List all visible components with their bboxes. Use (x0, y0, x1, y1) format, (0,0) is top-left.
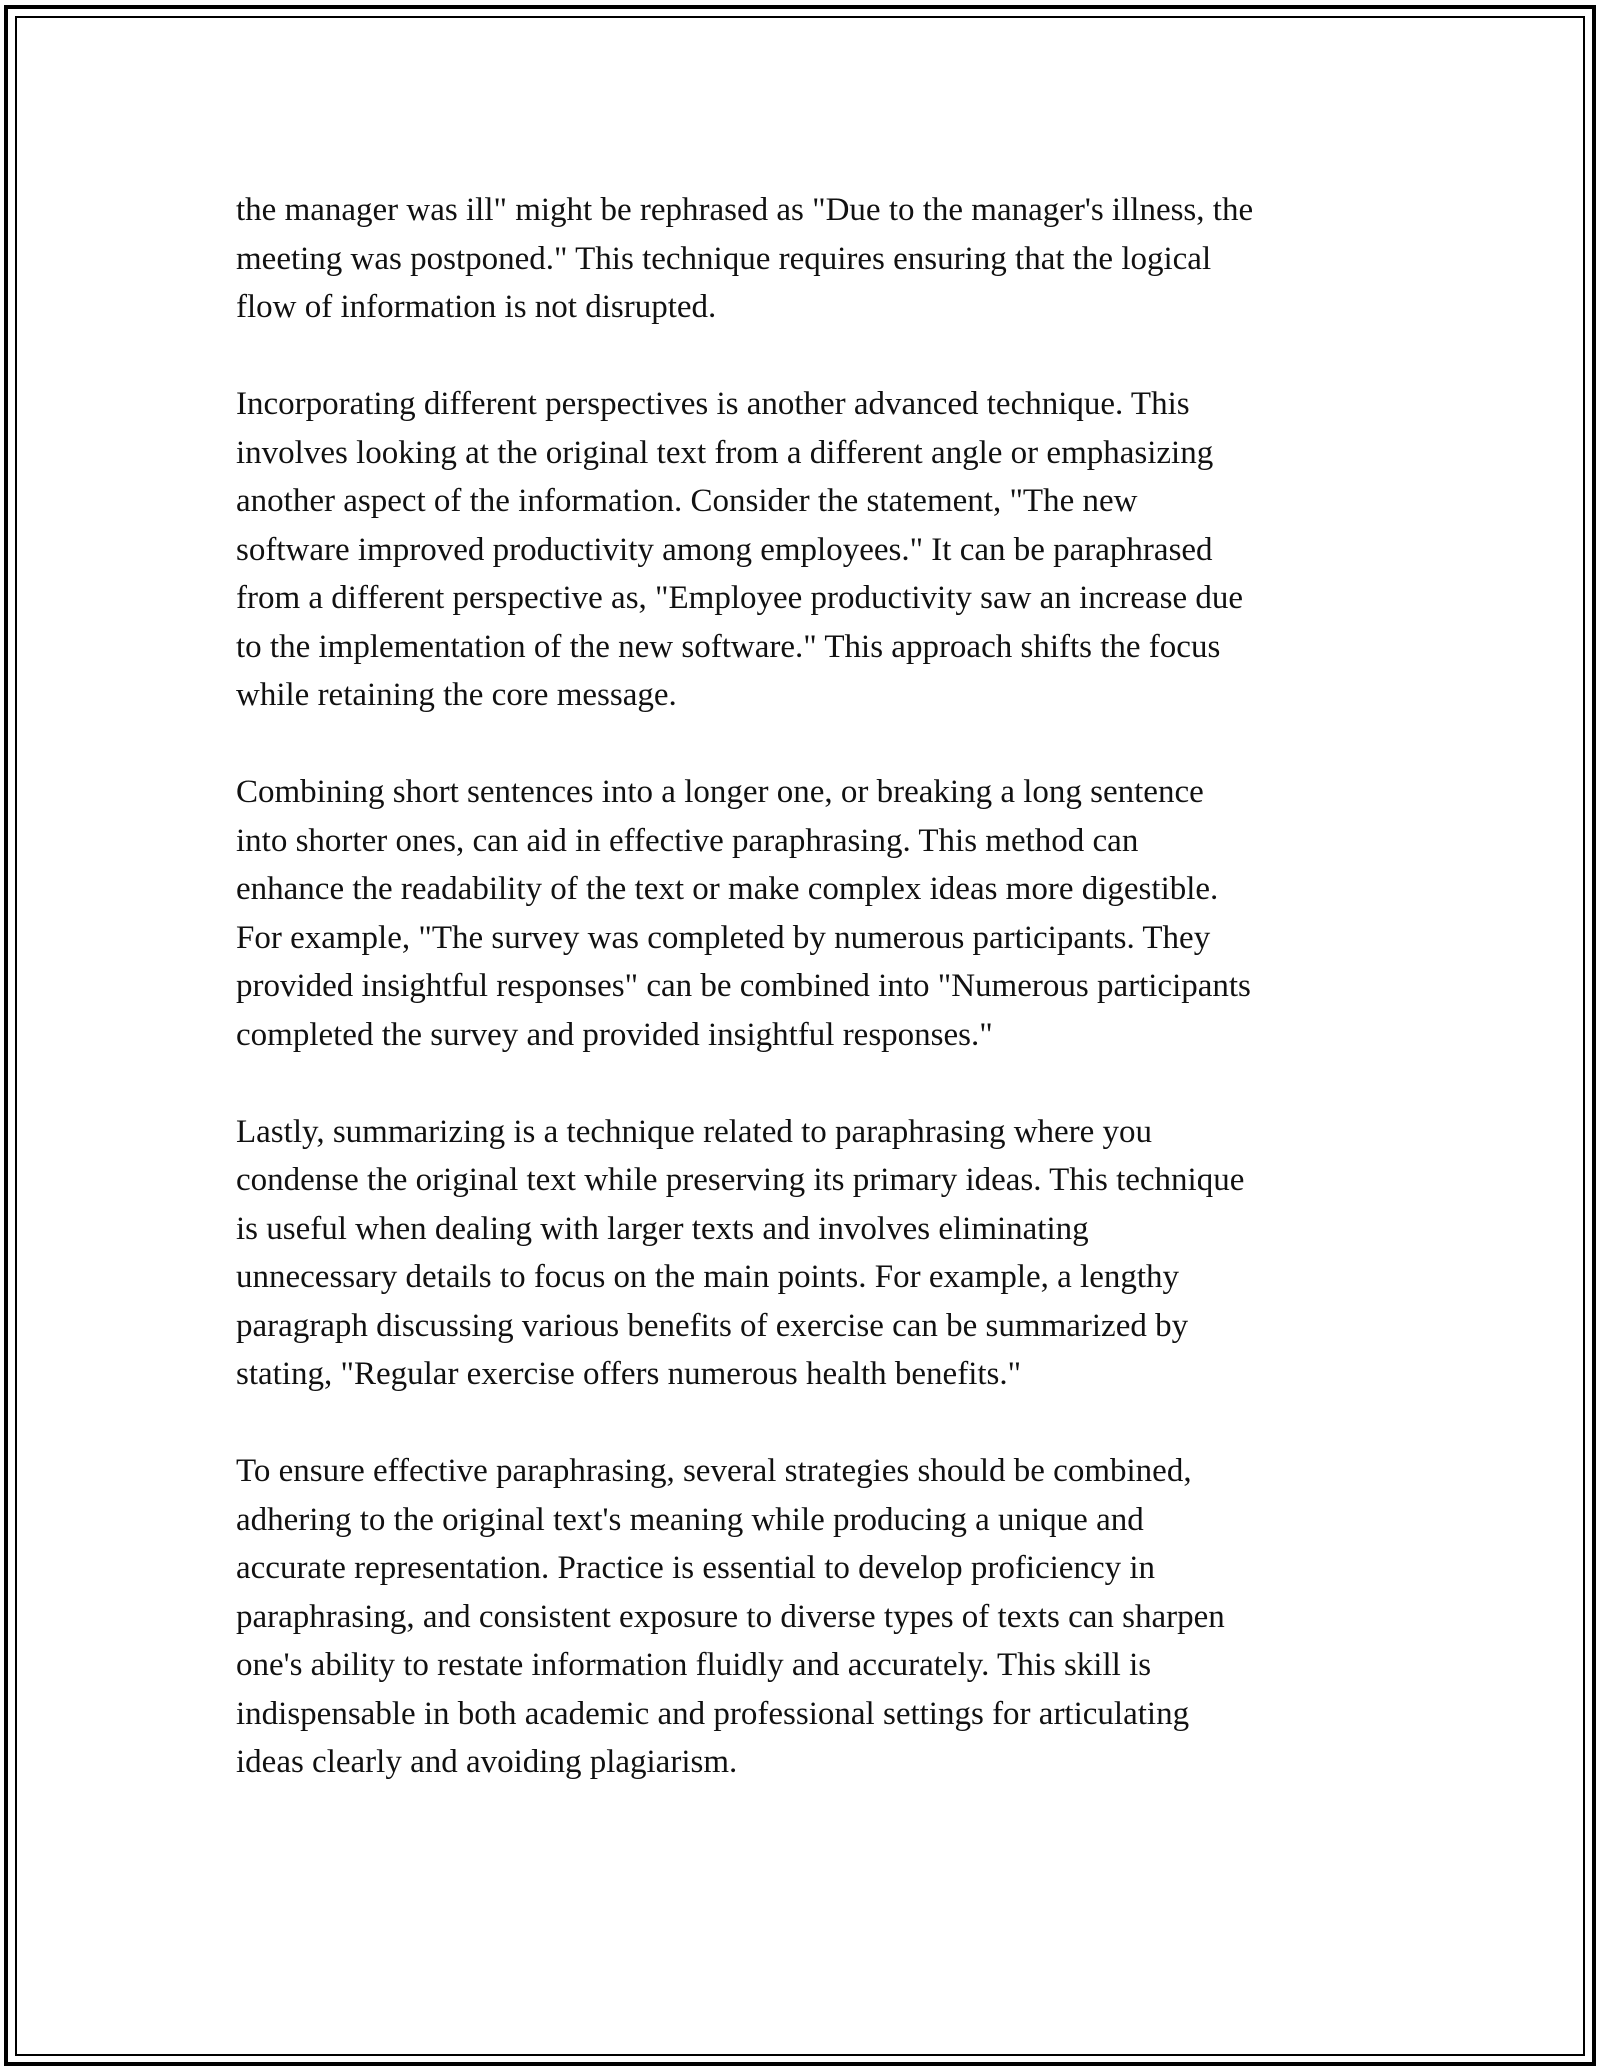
text-line: adhering to the original text's meaning while producing a unique and (236, 1501, 1144, 1538)
text-line: For example, "The survey was completed by numerous participants. They (236, 919, 1211, 956)
paragraph-3 (236, 768, 1386, 1059)
text-line: is useful when dealing with larger texts and involves eliminating (236, 1210, 1089, 1247)
paragraph-2 (236, 380, 1386, 720)
text-line: while retaining the core message. (236, 677, 677, 713)
text-line: ideas clearly and avoiding plagiarism. (236, 1744, 738, 1780)
text-line: indispensable in both academic and professional settings for articulating (236, 1695, 1190, 1732)
text-line: flow of information is not disrupted. (236, 289, 717, 325)
text-line: paragraph discussing various benefits of exercise can be summarized by (236, 1307, 1189, 1344)
text-line: software improved productivity among employees." It can be paraphrased (236, 531, 1213, 568)
text-line: the manager was ill" might be rephrased as "Due to the manager's illness, the (236, 192, 1254, 228)
text-line: completed the survey and provided insightful responses." (236, 1016, 993, 1053)
text-line: to the implementation of the new software." This approach shifts the focus (236, 628, 1221, 665)
text-line: into shorter ones, can aid in effective paraphrasing. This method can (236, 822, 1139, 859)
text-line: stating, "Regular exercise offers numerous health benefits." (236, 1356, 1022, 1392)
text-line: Incorporating different perspectives is another advanced technique. This (236, 386, 1190, 422)
text-line: Combining short sentences into a longer one, or breaking a long sentence (236, 774, 1204, 810)
text-line: accurate representation. Practice is essential to develop proficiency in (236, 1550, 1156, 1586)
paragraph-1 (236, 186, 1386, 332)
text-line: Lastly, summarizing is a technique related to paraphrasing where you (236, 1113, 1153, 1150)
paragraph-5 (236, 1447, 1386, 1787)
text-line: enhance the readability of the text or make complex ideas more digestible. (236, 871, 1219, 907)
text-line: provided insightful responses" can be combined into "Numerous participants (236, 968, 1251, 1004)
text-line: from a different perspective as, "Employee productivity saw an increase due (236, 580, 1244, 616)
text-line: involves looking at the original text from a different angle or emphasizing (236, 434, 1214, 471)
document-body (236, 186, 1386, 1835)
text-line: another aspect of the information. Consider the statement, "The new (236, 483, 1138, 519)
text-line: unnecessary details to focus on the main points. For example, a lengthy (236, 1259, 1180, 1295)
paragraph-4 (236, 1108, 1386, 1399)
text-line: one's ability to restate information fluidly and accurately. This skill is (236, 1647, 1152, 1683)
text-line: To ensure effective paraphrasing, several strategies should be combined, (236, 1453, 1192, 1489)
text-line: paraphrasing, and consistent exposure to diverse types of texts can sharpen (236, 1598, 1225, 1635)
text-line: condense the original text while preserving its primary ideas. This technique (236, 1162, 1245, 1198)
text-line: meeting was postponed." This technique requires ensuring that the logical (236, 240, 1212, 277)
